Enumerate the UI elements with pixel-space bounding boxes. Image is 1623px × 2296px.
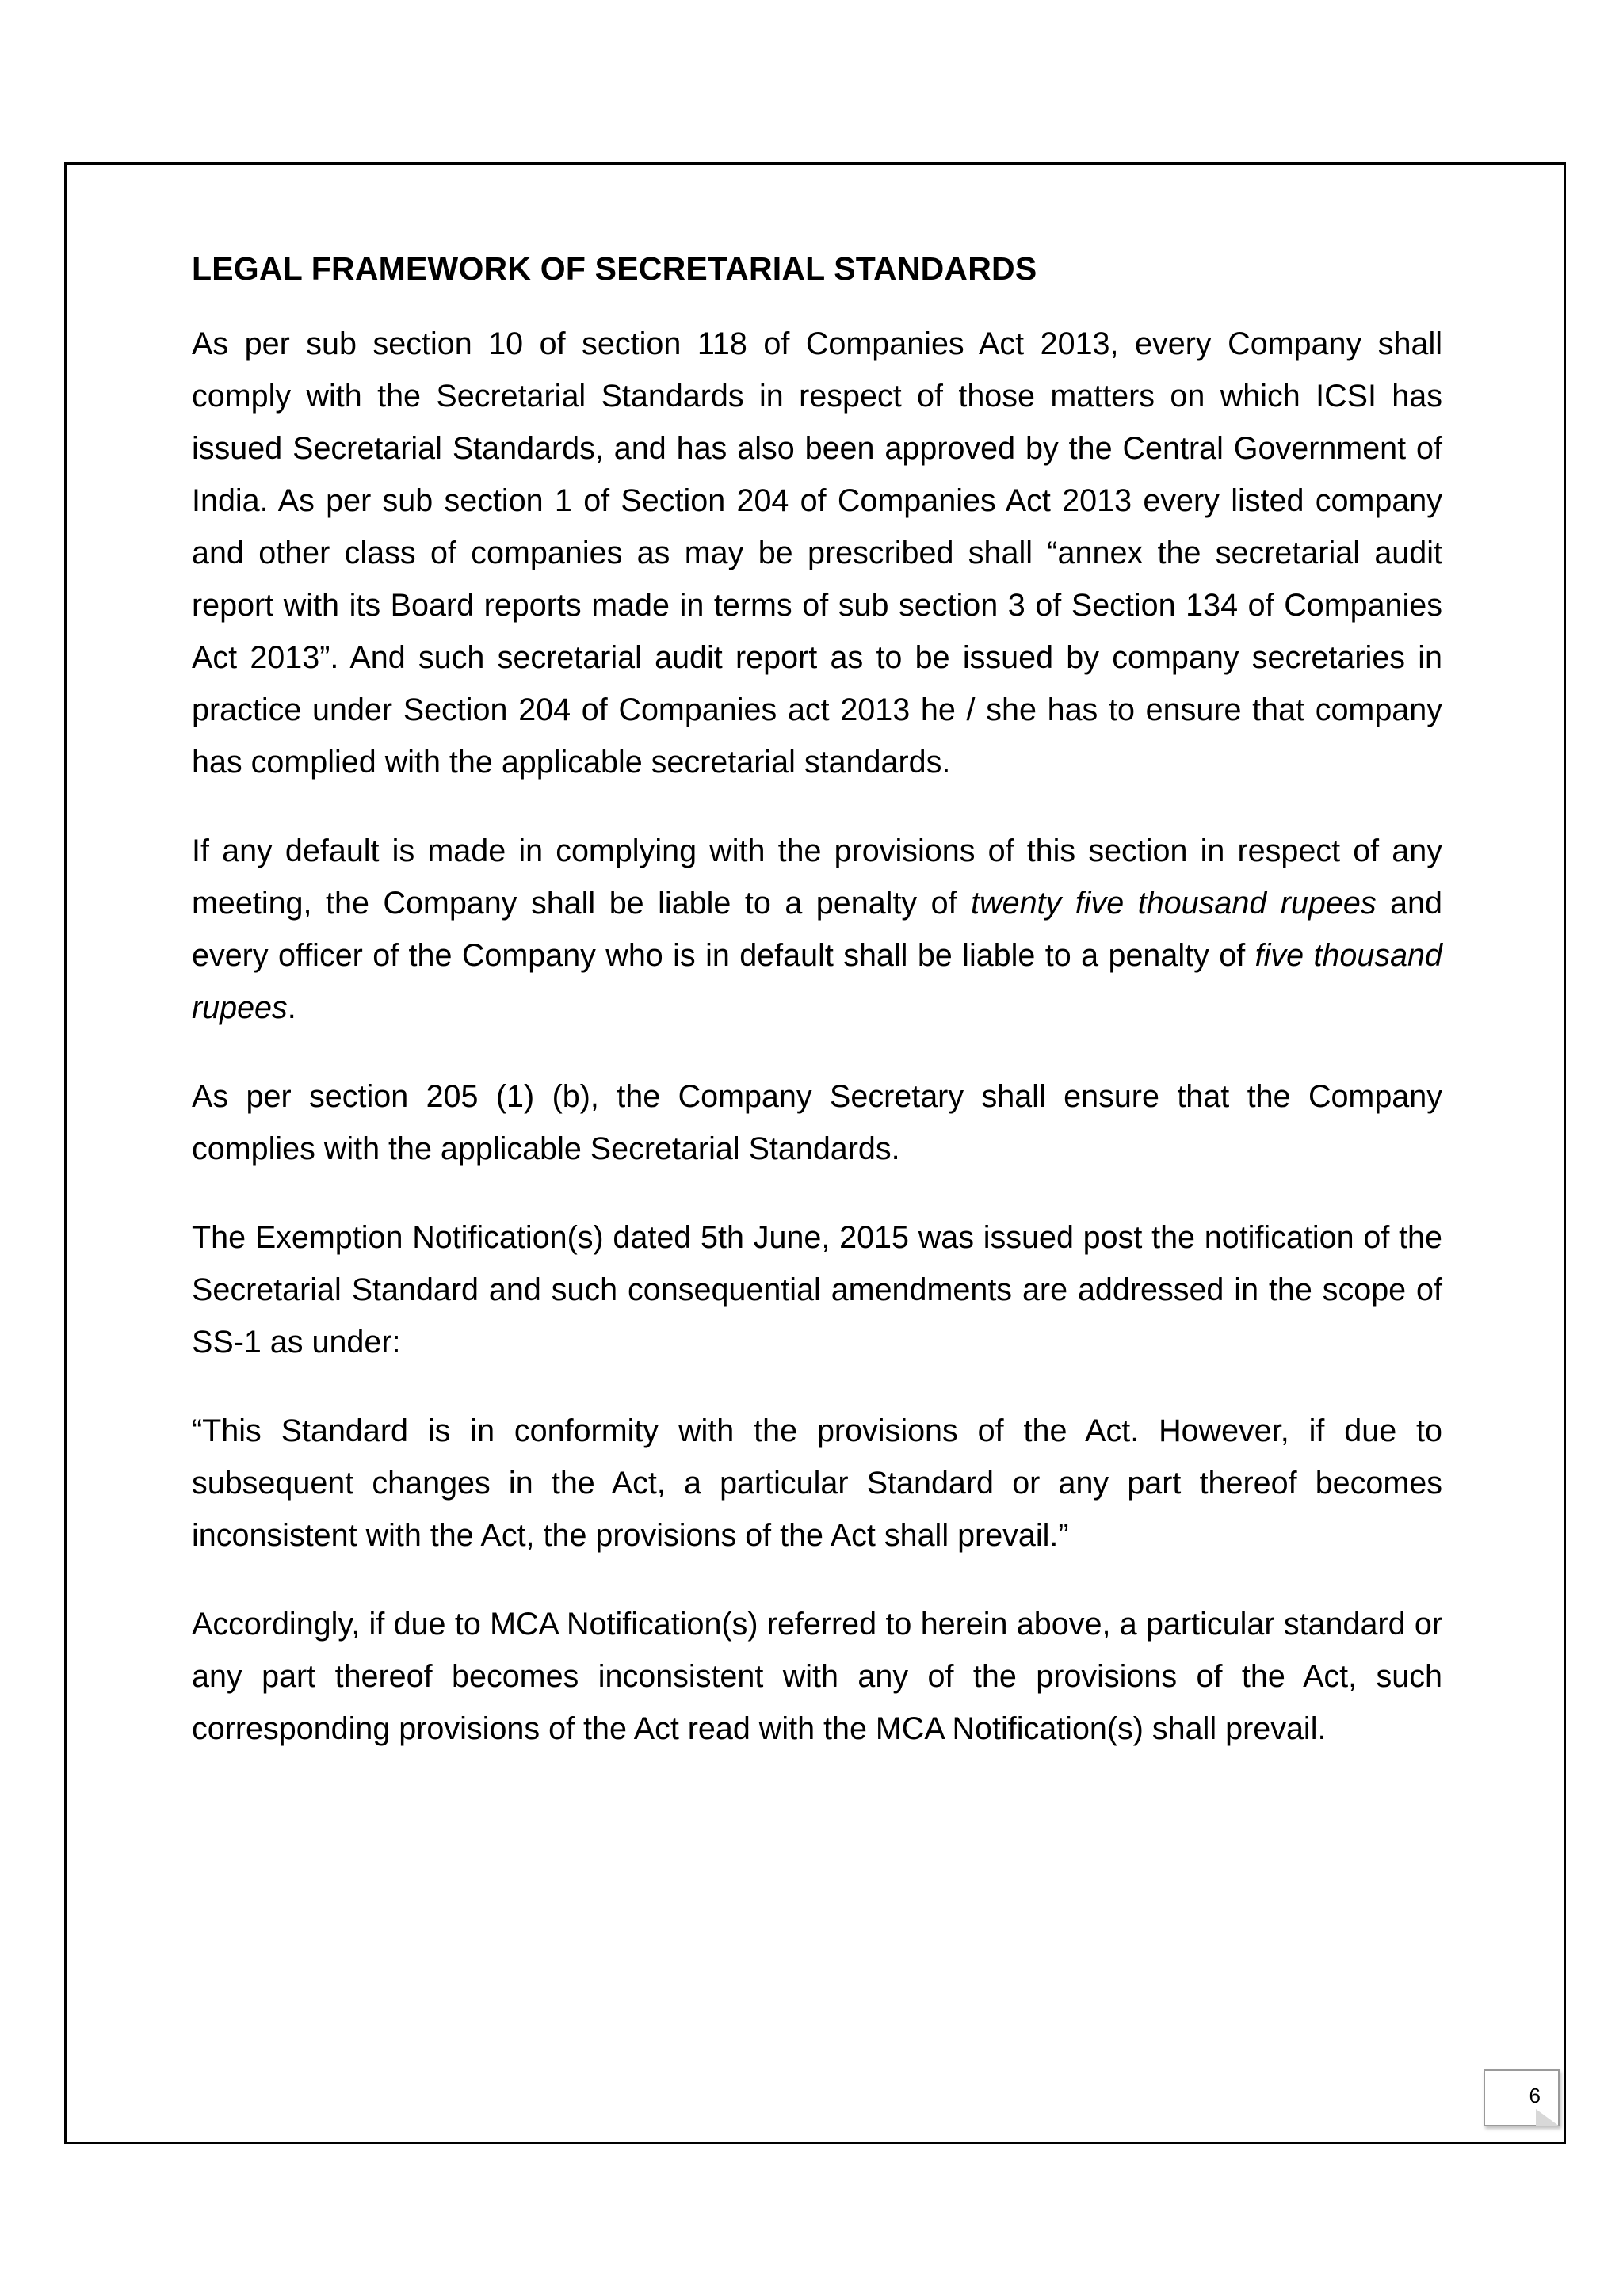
paragraph-exemption-notification: The Exemption Notification(s) dated 5th June, 2015 was issued post the notification of the Secretarial Standard and such consequential amendments are addressed in the scope of SS-1 as under: [192, 1220, 1442, 1360]
penalty-text-part2: and every officer of the Company who is in default shall be liable to a penalty of [192, 886, 1442, 973]
document-body [192, 250, 1442, 1791]
paragraph-penalty [192, 825, 1442, 1034]
page-number-tab [1484, 2069, 1560, 2126]
penalty-company-amount: twenty five thousand rupees [971, 886, 1377, 921]
penalty-text-part1: If any default is made in complying with the provisions of this section in respect of any meeting, the Company shall be liable to a penalty of [192, 833, 1442, 921]
paragraph-standard-quote: “This Standard is in conformity with the provisions of the Act. However, if due to subsequent changes in the Act, a particular Standard or any part thereof becomes inconsistent with the Act, the provisions of the Act shall prevail.” [192, 1413, 1442, 1553]
paragraph-section-205: As per section 205 (1) (b), the Company Secretary shall ensure that the Company complies with the applicable Secretarial Standards. [192, 1079, 1442, 1166]
paragraph-section-118: As per sub section 10 of section 118 of Companies Act 2013, every Company shall comply with the Secretarial Standards in respect of those matters on which ICSI has issued Secretarial Standards, and has also been approved by the Central Government of India. As per sub section 1 of Section 204 of Companies Act 2013 every listed company and other class of companies as may be prescribed shall “annex the secretarial audit report with its Board reports made in terms of sub section 3 of Section 134 of Companies Act 2013”. And such secretarial audit report as to be issued by company secretaries in practice under Section 204 of Companies act 2013 he / she has to ensure that company has complied with the applicable secretarial standards. [192, 326, 1442, 780]
penalty-text-part3: . [287, 990, 296, 1025]
page-curl-icon [1536, 2109, 1560, 2126]
page-number: 6 [1529, 2084, 1541, 2107]
penalty-officer-amount: five thousand rupees [192, 938, 1442, 1025]
paragraph-mca-notification: Accordingly, if due to MCA Notification(s) referred to herein above, a particular standard or any part thereof becomes inconsistent with any of the provisions of the Act, such corresponding provisions of the Act read with the MCA Notification(s) shall prevail. [192, 1607, 1442, 1746]
page-title: LEGAL FRAMEWORK OF SECRETARIAL STANDARDS [192, 250, 1037, 287]
